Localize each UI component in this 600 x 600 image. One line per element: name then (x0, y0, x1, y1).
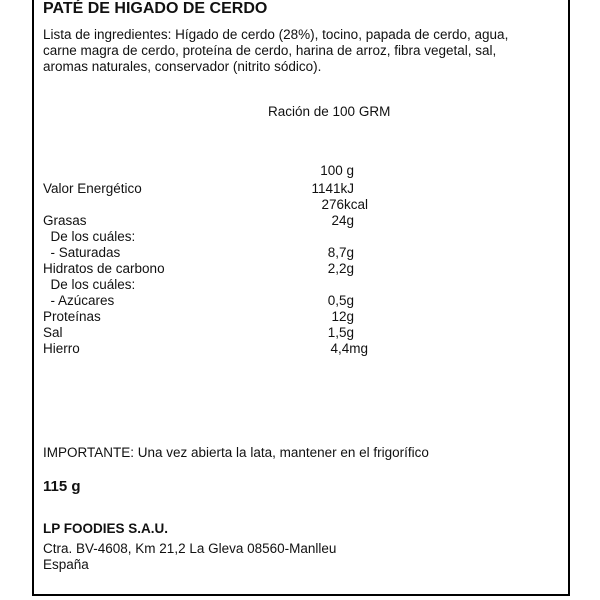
ingredients-list (43, 27, 543, 75)
nutrition-column-header: 100 g (320, 163, 354, 178)
ingredients-line: carne magra de cerdo, proteína de cerdo, harina de arroz, fibra vegetal, sal, (43, 43, 497, 58)
energy-kcal-value: 276kcal (321, 197, 368, 212)
company-country: España (43, 557, 89, 572)
net-weight: 115 g (43, 478, 81, 495)
energy-kj-value: 1141kJ (311, 181, 354, 196)
company-address: Ctra. BV-4608, Km 21,2 La Gleva 08560-Manlleu (43, 541, 337, 556)
nutrient-value: 4,4mg (330, 341, 368, 356)
nutrient-label: Grasas (43, 213, 87, 228)
storage-notice: IMPORTANTE: Una vez abierta la lata, mantener en el frigorífico (43, 445, 429, 460)
nutrition-header: Ración de 100 GRM (268, 104, 391, 119)
nutrient-value: 0,5g (327, 293, 354, 308)
nutrient-value: 24g (331, 213, 354, 228)
product-title: PATÉ DE HIGADO DE CERDO (43, 0, 268, 17)
nutrient-label: De los cuáles: (43, 277, 136, 292)
nutrient-value: 2,2g (327, 261, 354, 276)
nutrient-label: Hierro (43, 341, 80, 356)
nutrient-label: - Azúcares (43, 293, 115, 308)
company-name: LP FOODIES S.A.U. (43, 521, 169, 536)
nutrient-label: Sal (43, 325, 63, 340)
ingredients-line: Lista de ingredientes: Hígado de cerdo (28%), tocino, papada de cerdo, agua, (43, 27, 509, 42)
nutrient-label: De los cuáles: (43, 229, 136, 244)
nutrient-value: 8,7g (327, 245, 354, 260)
nutrient-value: 1,5g (327, 325, 354, 340)
nutrient-label: Proteínas (43, 309, 101, 324)
nutrient-value: 12g (331, 309, 354, 324)
energy-label: Valor Energético (43, 181, 142, 196)
nutrient-label: Hidratos de carbono (43, 261, 165, 276)
nutrient-label: - Saturadas (43, 245, 121, 260)
ingredients-line: aromas naturales, conservador (nitrito sódico). (43, 59, 322, 74)
